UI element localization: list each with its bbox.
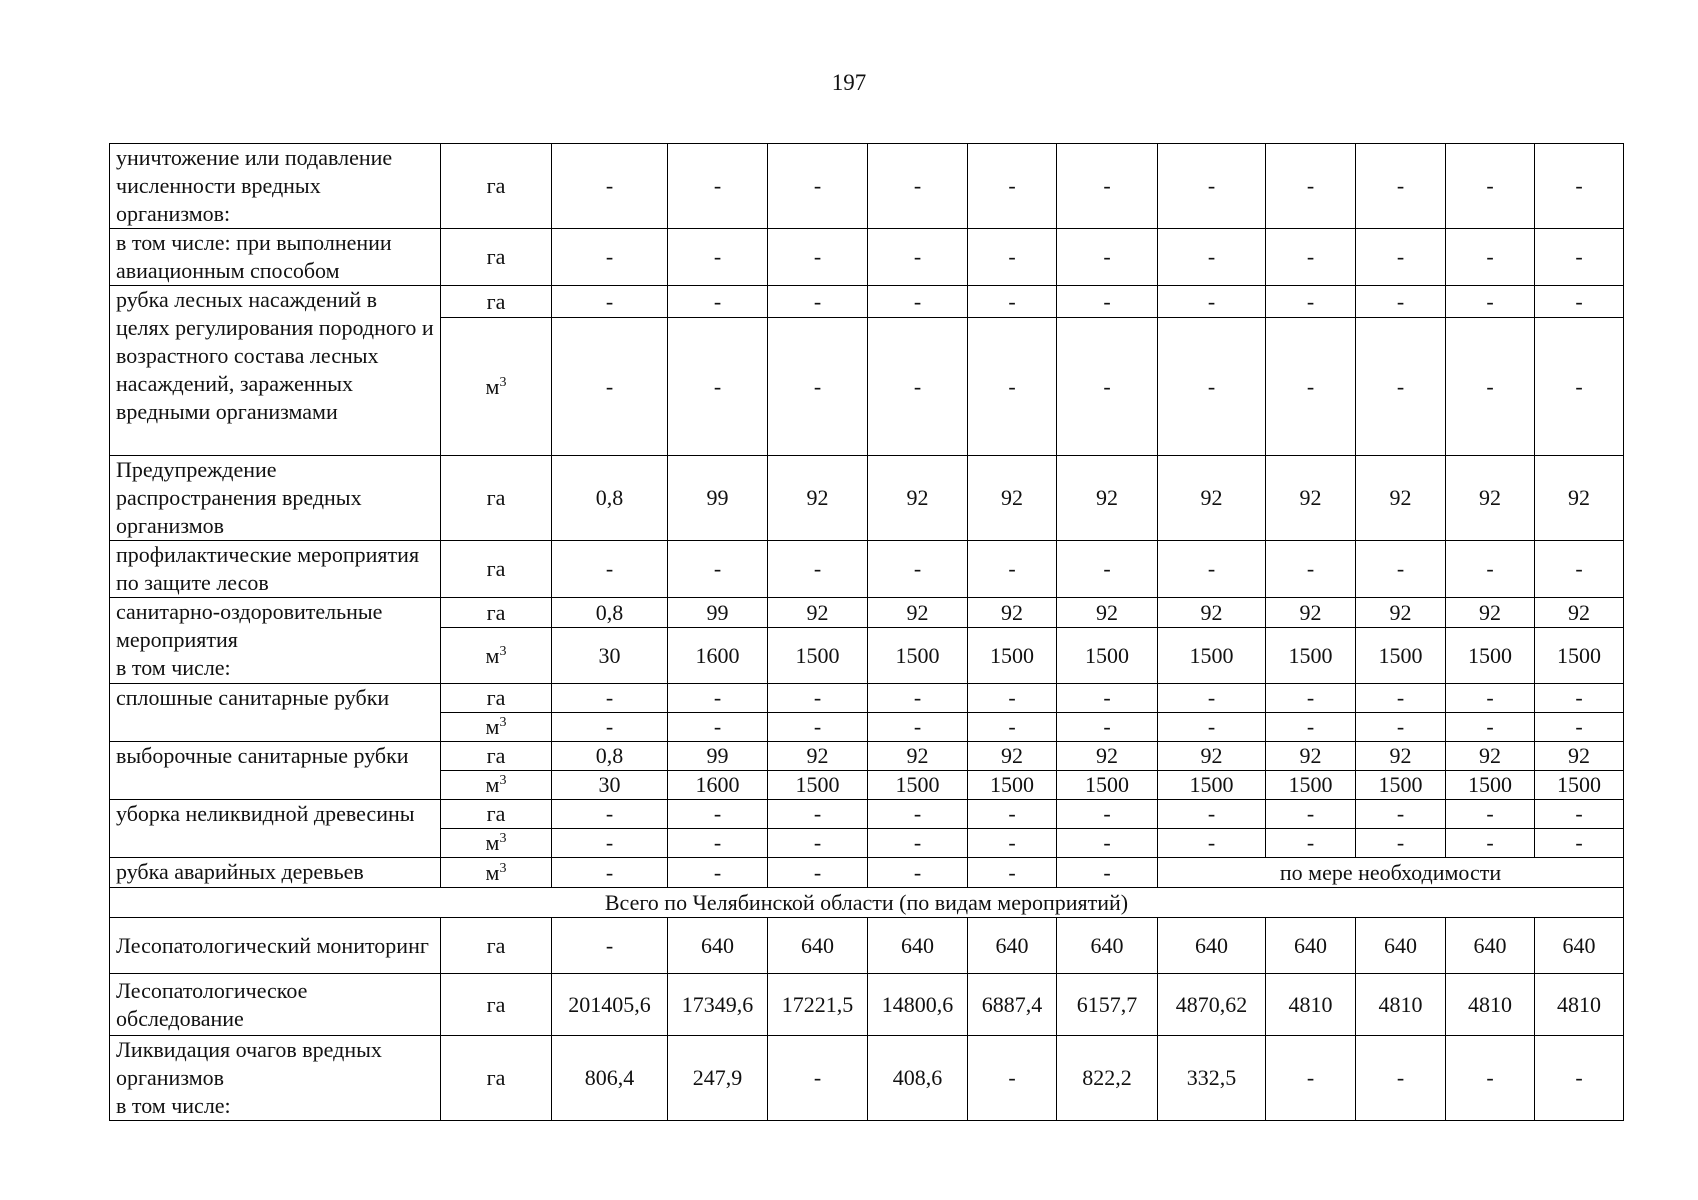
value-cell: - (1266, 541, 1356, 598)
value-cell: 1500 (1057, 771, 1158, 800)
value-cell: 1500 (968, 628, 1057, 684)
value-cell: 17221,5 (768, 974, 868, 1036)
value-cell: 92 (1356, 598, 1446, 628)
value-cell: - (1535, 1036, 1624, 1121)
value-cell: - (668, 858, 768, 888)
value-cell: - (968, 1036, 1057, 1121)
value-cell: - (968, 684, 1057, 713)
unit-label: м (485, 859, 500, 885)
measure-name: выборочные санитарные рубки (110, 742, 441, 800)
unit-superscript: 3 (499, 643, 507, 659)
value-cell: - (1446, 829, 1535, 858)
value-cell: - (1356, 229, 1446, 286)
unit-cell (441, 286, 552, 318)
value-cell: 0,8 (552, 598, 668, 628)
value-cell: - (1158, 286, 1266, 318)
value-cell: - (1535, 144, 1624, 229)
table-row (110, 742, 1624, 771)
value-cell: 92 (768, 598, 868, 628)
table-row (110, 598, 1624, 628)
value-cell: 1500 (1356, 628, 1446, 684)
unit-label: га (486, 743, 506, 768)
value-cell: 92 (1356, 742, 1446, 771)
value-cell: - (1446, 144, 1535, 229)
value-cell: 640 (1266, 918, 1356, 974)
value-cell: - (1057, 684, 1158, 713)
value-cell: - (968, 318, 1057, 456)
value-cell: 332,5 (1158, 1036, 1266, 1121)
value-cell: - (1535, 318, 1624, 456)
value-cell: 4810 (1356, 974, 1446, 1036)
value-cell: 99 (668, 742, 768, 771)
value-cell: 1600 (668, 628, 768, 684)
measure-name: Ликвидация очагов вредных организмов в том числе: (110, 1036, 441, 1121)
table-row (110, 144, 1624, 229)
value-cell: 14800,6 (868, 974, 968, 1036)
value-cell: - (868, 800, 968, 829)
unit-cell (441, 858, 552, 888)
value-cell: - (1266, 286, 1356, 318)
unit-superscript: 3 (499, 374, 507, 390)
unit-label: га (486, 801, 506, 826)
value-cell: - (868, 858, 968, 888)
value-cell: - (552, 713, 668, 742)
value-cell: 92 (768, 456, 868, 541)
value-cell: - (1158, 229, 1266, 286)
value-cell: - (968, 229, 1057, 286)
value-cell: 1500 (1535, 628, 1624, 684)
value-cell: 30 (552, 771, 668, 800)
unit-cell (441, 918, 552, 974)
value-cell: - (1158, 144, 1266, 229)
unit-label: м (485, 772, 500, 797)
value-cell: - (668, 829, 768, 858)
value-cell: 806,4 (552, 1036, 668, 1121)
value-cell: - (552, 144, 668, 229)
value-cell: 1500 (1158, 628, 1266, 684)
value-cell: - (868, 286, 968, 318)
value-cell: - (1535, 229, 1624, 286)
value-cell: 92 (1535, 742, 1624, 771)
unit-cell (441, 456, 552, 541)
value-cell: - (968, 800, 1057, 829)
value-cell: - (1446, 800, 1535, 829)
table-row (110, 684, 1624, 713)
value-cell: 92 (968, 742, 1057, 771)
value-cell: - (1535, 800, 1624, 829)
value-cell: 30 (552, 628, 668, 684)
value-cell: 1500 (1446, 628, 1535, 684)
value-cell: 92 (1446, 598, 1535, 628)
forest-measures-table (109, 143, 1624, 1121)
value-cell: - (1266, 684, 1356, 713)
value-cell: 92 (1158, 598, 1266, 628)
value-cell: - (668, 286, 768, 318)
measure-name: рубка аварийных деревьев (110, 858, 441, 888)
value-cell: - (1158, 713, 1266, 742)
value-cell: 1500 (768, 771, 868, 800)
value-cell: 99 (668, 456, 768, 541)
measure-name: санитарно-оздоровительные мероприятия в том числе: (110, 598, 441, 684)
unit-cell (441, 829, 552, 858)
value-cell: - (552, 800, 668, 829)
value-cell: - (1446, 713, 1535, 742)
value-cell: 92 (1535, 456, 1624, 541)
value-cell: - (768, 541, 868, 598)
unit-cell (441, 713, 552, 742)
table-row (110, 1036, 1624, 1121)
value-cell: 1500 (868, 628, 968, 684)
value-cell: 408,6 (868, 1036, 968, 1121)
value-cell: - (768, 144, 868, 229)
unit-label: га (486, 599, 506, 625)
measure-name: уборка неликвидной древесины (110, 800, 441, 858)
value-cell: - (1356, 286, 1446, 318)
value-cell: - (1158, 318, 1266, 456)
value-cell: - (1356, 684, 1446, 713)
value-cell: - (552, 858, 668, 888)
value-cell: - (868, 318, 968, 456)
value-cell: - (668, 541, 768, 598)
value-cell: - (1535, 713, 1624, 742)
value-cell: - (668, 229, 768, 286)
table-row (110, 229, 1624, 286)
value-cell: - (1535, 684, 1624, 713)
value-cell: 17349,6 (668, 974, 768, 1036)
value-cell: 1500 (1266, 628, 1356, 684)
value-cell: - (968, 541, 1057, 598)
value-cell: - (768, 1036, 868, 1121)
value-cell: 92 (968, 456, 1057, 541)
value-cell: - (1057, 858, 1158, 888)
value-cell: 92 (1266, 456, 1356, 541)
value-cell: 1600 (668, 771, 768, 800)
unit-label: м (485, 642, 500, 668)
value-cell: 6887,4 (968, 974, 1057, 1036)
value-cell: 640 (868, 918, 968, 974)
unit-cell (441, 974, 552, 1036)
table-row (110, 918, 1624, 974)
unit-label: м (485, 373, 500, 399)
value-cell: - (1356, 1036, 1446, 1121)
measure-name: Предупреждение распространения вредных организмов (110, 456, 441, 541)
value-cell: - (868, 541, 968, 598)
value-cell: 92 (1057, 456, 1158, 541)
value-cell: - (1057, 541, 1158, 598)
value-cell: - (552, 829, 668, 858)
measure-name: Лесопатологическое обследование (110, 974, 441, 1036)
value-cell: 92 (1057, 742, 1158, 771)
page-number: 197 (831, 70, 867, 95)
value-cell: 0,8 (552, 456, 668, 541)
value-cell: - (1158, 829, 1266, 858)
unit-cell (441, 684, 552, 713)
unit-cell (441, 771, 552, 800)
value-cell: 1500 (1535, 771, 1624, 800)
value-cell: 640 (1535, 918, 1624, 974)
value-cell: 640 (1057, 918, 1158, 974)
value-cell: - (552, 684, 668, 713)
value-cell: - (1535, 829, 1624, 858)
value-cell: - (768, 229, 868, 286)
value-cell: - (968, 829, 1057, 858)
unit-label: га (486, 244, 506, 269)
value-cell: - (1446, 229, 1535, 286)
table-row (110, 456, 1624, 541)
unit-label: га (486, 991, 506, 1017)
section-title: Всего по Челябинской области (по видам мероприятий) (110, 888, 1624, 918)
table-row (110, 974, 1624, 1036)
value-cell: - (1057, 800, 1158, 829)
value-cell: 92 (868, 456, 968, 541)
value-cell: - (552, 229, 668, 286)
value-cell: - (668, 684, 768, 713)
table-row (110, 286, 1624, 318)
value-cell: - (1356, 144, 1446, 229)
value-cell: 92 (1158, 456, 1266, 541)
value-cell: - (768, 713, 868, 742)
section-row (110, 888, 1624, 918)
value-cell: - (1266, 713, 1356, 742)
value-cell: 1500 (868, 771, 968, 800)
unit-label: га (486, 173, 506, 198)
value-cell: - (768, 684, 868, 713)
measure-name: Лесопатологический мониторинг (110, 918, 441, 974)
table-row (110, 800, 1624, 829)
table-row (110, 858, 1624, 888)
value-cell: 0,8 (552, 742, 668, 771)
value-cell: - (868, 144, 968, 229)
unit-label: га (486, 485, 506, 510)
value-cell: - (1057, 229, 1158, 286)
value-cell: - (1158, 800, 1266, 829)
value-cell: - (1158, 684, 1266, 713)
value-cell: 92 (868, 598, 968, 628)
value-cell: - (768, 318, 868, 456)
table-row (110, 541, 1624, 598)
unit-superscript: 3 (499, 773, 507, 788)
unit-label: га (486, 932, 506, 958)
value-cell: 92 (1266, 742, 1356, 771)
value-cell: 4810 (1535, 974, 1624, 1036)
value-cell: - (1057, 286, 1158, 318)
value-cell: - (1266, 1036, 1356, 1121)
value-cell: 201405,6 (552, 974, 668, 1036)
value-cell: 92 (1158, 742, 1266, 771)
unit-cell (441, 628, 552, 684)
measure-name: рубка лесных насаждений в целях регулирования породного и возрастного состава лесных насаждений, зараженных вредными организмами (110, 286, 441, 456)
value-cell: - (668, 800, 768, 829)
value-cell: - (868, 829, 968, 858)
value-cell: 640 (1446, 918, 1535, 974)
value-cell: - (668, 144, 768, 229)
value-cell: 1500 (1158, 771, 1266, 800)
value-cell: 1500 (768, 628, 868, 684)
value-cell: - (968, 144, 1057, 229)
value-cell: - (768, 829, 868, 858)
value-cell: - (768, 858, 868, 888)
value-cell: - (968, 858, 1057, 888)
unit-label: га (486, 1065, 506, 1090)
value-cell: - (1535, 541, 1624, 598)
as-needed-note: по мере необходимости (1158, 858, 1624, 888)
value-cell: - (1535, 286, 1624, 318)
value-cell: - (1057, 713, 1158, 742)
unit-label: м (485, 714, 500, 739)
value-cell: 92 (1446, 742, 1535, 771)
value-cell: - (1266, 800, 1356, 829)
value-cell: - (768, 800, 868, 829)
unit-label: га (486, 556, 506, 581)
value-cell: - (1446, 286, 1535, 318)
unit-superscript: 3 (499, 831, 507, 846)
value-cell: 1500 (1446, 771, 1535, 800)
value-cell: - (668, 318, 768, 456)
value-cell: - (1446, 1036, 1535, 1121)
value-cell: - (1057, 318, 1158, 456)
unit-label: га (486, 288, 506, 314)
value-cell: - (1446, 541, 1535, 598)
value-cell: - (552, 286, 668, 318)
value-cell: 640 (768, 918, 868, 974)
value-cell: 640 (668, 918, 768, 974)
value-cell: - (768, 286, 868, 318)
unit-label: га (486, 685, 506, 710)
unit-cell (441, 541, 552, 598)
value-cell: - (1356, 713, 1446, 742)
value-cell: - (1266, 829, 1356, 858)
value-cell: - (668, 713, 768, 742)
unit-cell (441, 598, 552, 628)
value-cell: - (1266, 144, 1356, 229)
unit-cell (441, 229, 552, 286)
value-cell: 4810 (1446, 974, 1535, 1036)
value-cell: 92 (868, 742, 968, 771)
value-cell: 640 (968, 918, 1057, 974)
unit-cell (441, 800, 552, 829)
value-cell: - (1057, 829, 1158, 858)
value-cell: 92 (1535, 598, 1624, 628)
value-cell: 92 (1446, 456, 1535, 541)
value-cell: - (1356, 829, 1446, 858)
value-cell: 1500 (1266, 771, 1356, 800)
measure-name: в том числе: при выполнении авиационным способом (110, 229, 441, 286)
value-cell: - (1266, 318, 1356, 456)
value-cell: 92 (968, 598, 1057, 628)
value-cell: - (1266, 229, 1356, 286)
unit-label: м (485, 830, 500, 855)
value-cell: - (1158, 541, 1266, 598)
unit-superscript: 3 (499, 860, 507, 876)
unit-cell (441, 318, 552, 456)
value-cell: 4870,62 (1158, 974, 1266, 1036)
value-cell: 1500 (968, 771, 1057, 800)
value-cell: 92 (1057, 598, 1158, 628)
value-cell: - (1356, 541, 1446, 598)
unit-cell (441, 742, 552, 771)
value-cell: 247,9 (668, 1036, 768, 1121)
value-cell: 92 (1266, 598, 1356, 628)
value-cell: 92 (1356, 456, 1446, 541)
unit-superscript: 3 (499, 715, 507, 730)
value-cell: - (552, 318, 668, 456)
value-cell: 1500 (1057, 628, 1158, 684)
value-cell: - (1356, 318, 1446, 456)
value-cell: - (968, 286, 1057, 318)
value-cell: 99 (668, 598, 768, 628)
measure-name: профилактические мероприятия по защите лесов (110, 541, 441, 598)
value-cell: 4810 (1266, 974, 1356, 1036)
value-cell: - (968, 713, 1057, 742)
value-cell: 822,2 (1057, 1036, 1158, 1121)
value-cell: 92 (768, 742, 868, 771)
unit-cell (441, 1036, 552, 1121)
value-cell: - (1446, 318, 1535, 456)
unit-cell (441, 144, 552, 229)
value-cell: 6157,7 (1057, 974, 1158, 1036)
value-cell: - (868, 713, 968, 742)
value-cell: 640 (1158, 918, 1266, 974)
value-cell: - (1057, 144, 1158, 229)
value-cell: - (1356, 800, 1446, 829)
value-cell: - (1446, 684, 1535, 713)
measure-name: сплошные санитарные рубки (110, 684, 441, 742)
value-cell: - (868, 684, 968, 713)
value-cell: 1500 (1356, 771, 1446, 800)
value-cell: - (552, 918, 668, 974)
measure-name: уничтожение или подавление численности вредных организмов: (110, 144, 441, 229)
value-cell: - (868, 229, 968, 286)
value-cell: 640 (1356, 918, 1446, 974)
value-cell: - (552, 541, 668, 598)
